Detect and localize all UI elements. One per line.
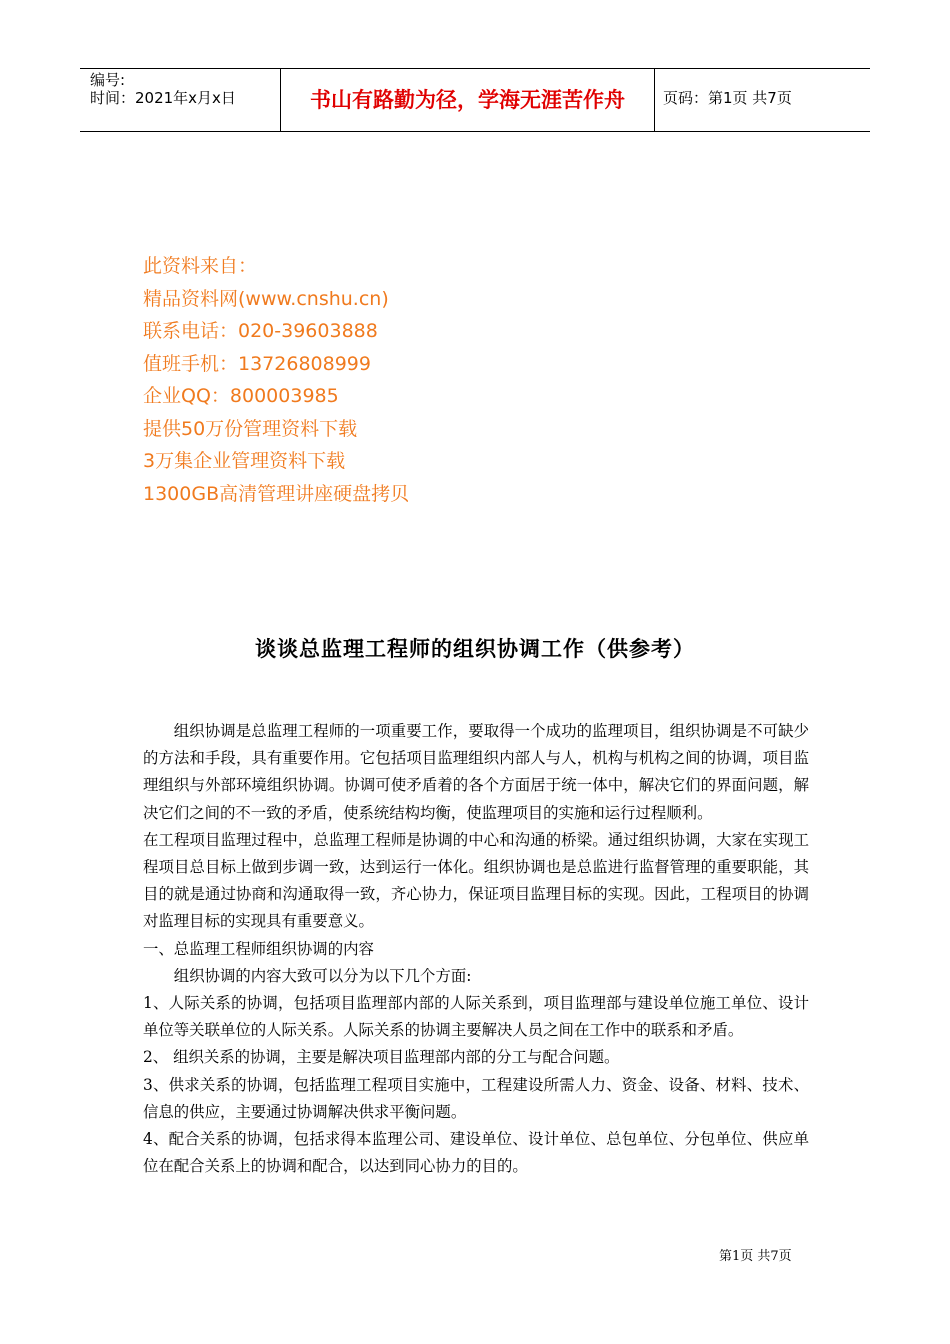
ad-line: 企业QQ：800003985 (143, 385, 339, 407)
document-title: 谈谈总监理工程师的组织协调工作（供参考） (255, 636, 695, 661)
header-motto: 书山有路勤为径，学海无涯苦作舟 (310, 88, 625, 112)
ad-line: 1300GB高清管理讲座硬盘拷贝 (143, 482, 410, 505)
list-item: 3、供求关系的协调，包括监理工程项目实施中，工程建设所需人力、资金、设备、材料、技术、信息的供应，主要通过协调解决供求平衡问题。 (143, 1075, 809, 1121)
paragraph: 组织协调是总监理工程师的一项重要工作，要取得一个成功的监理项目，组织协调是不可缺少的方法和手段，具有重要作用。它包括项目监理组织内部人与人，机构与机构之间的协调，项目监理组织与外部环境组织协调。协调可使矛盾着的各个方面居于统一体中，解决它们的界面问题，解决它们之间的不一致的矛盾，使系统结构均衡，使监理项目的实施和运行过程顺利。 (143, 722, 809, 822)
header-motto-cell (281, 69, 655, 131)
paragraph: 在工程项目监理过程中，总监理工程师是协调的中心和沟通的桥梁。通过组织协调，大家在实现工程项目总目标上做到步调一致，达到运行一体化。组织协调也是总监进行监督管理的重要职能，其目的就是通过协商和沟通取得一致，齐心协力，保证项目监理目标的实现。因此，工程项目的协调对监理目标的实现具有重要意义。 (143, 830, 809, 931)
header-table (80, 68, 870, 132)
document-body (143, 718, 809, 1180)
doc-number-label: 编号: (90, 71, 126, 89)
list-item: 2、 组织关系的协调，主要是解决项目监理部内部的分工与配合问题。 (143, 1048, 620, 1067)
ad-line: 此资料来自： (143, 255, 258, 277)
list-item: 4、配合关系的协调，包括求得本监理公司、建设单位、设计单位、总包单位、分包单位、供应单位在配合关系上的协调和配合，以达到同心协力的目的。 (143, 1130, 809, 1176)
ad-line: 3万集企业管理资料下载 (143, 450, 346, 472)
header-page-cell (655, 69, 870, 131)
doc-time-label: 时间：2021年x月x日 (90, 89, 236, 107)
ad-line: 联系电话：020-39603888 (143, 320, 378, 342)
section-heading: 一、总监理工程师组织协调的内容 (143, 939, 374, 958)
ad-line: 提供50万份管理资料下载 (143, 417, 358, 440)
list-item: 1、人际关系的协调，包括项目监理部内部的人际关系到，项目监理部与建设单位施工单位、设计单位等关联单位的人际关系。人际关系的协调主要解决人员之间在工作中的联系和矛盾。 (143, 994, 809, 1040)
source-ad-block (143, 250, 409, 510)
header-info-cell (80, 69, 281, 131)
ad-line: 精品资料网(www.cnshu.cn) (143, 287, 389, 310)
ad-line: 值班手机：13726808999 (143, 352, 371, 375)
footer-page-number: 第1页 共7页 (719, 1249, 792, 1264)
header-page-number: 页码：第1页 共7页 (663, 89, 792, 107)
paragraph: 组织协调的内容大致可以分为以下几个方面: (173, 966, 472, 985)
